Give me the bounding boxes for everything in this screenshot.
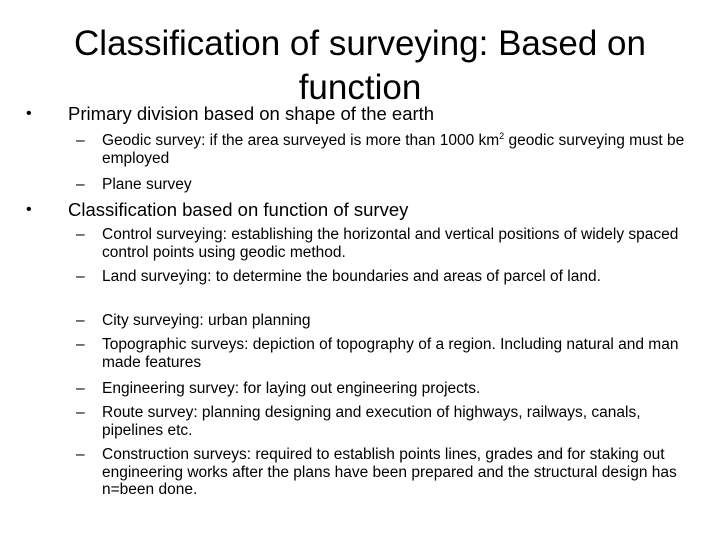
bullet-text: Classification based on function of survey [68, 199, 409, 220]
sub-item-text: Plane survey [102, 176, 192, 193]
sub-item-text: Topographic surveys: depiction of topography of a region. Including natural and man made features [102, 336, 679, 371]
sub-item-construction-surveys [76, 446, 700, 499]
sub-item-text [102, 132, 700, 167]
sub-item-text: Route survey: planning designing and execution of highways, railways, canals, pipelines etc. [102, 404, 641, 439]
slide-title: Classification of surveying: Based on function [74, 24, 646, 107]
superscript-two: 2 [499, 131, 505, 141]
sub-item-control-surveying [76, 226, 700, 261]
dash-icon: – [76, 176, 85, 193]
sub-item-land-surveying [76, 268, 700, 286]
dash-icon: – [76, 268, 85, 285]
sub-item-text: Construction surveys: required to establish points lines, grades and for staking out engineering works after the plans have been prepared and the structural design has n=been done. [102, 446, 677, 498]
dash-icon: – [76, 132, 85, 149]
sub-item-route-survey [76, 404, 700, 439]
sub-item-text: Land surveying: to determine the boundaries and areas of parcel of land. [102, 268, 601, 285]
sub-item-engineering-survey [76, 380, 700, 398]
bullet-primary-division [26, 104, 706, 124]
sub-item-city-surveying [76, 312, 700, 330]
sub-item-plane-survey [76, 176, 700, 194]
bullet-function-classification [26, 200, 706, 220]
geodic-text-end: geodic surveying must be employed [102, 132, 685, 167]
sub-item-text: Engineering survey: for laying out engineering projects. [102, 380, 481, 397]
dash-icon: – [76, 226, 85, 243]
dash-icon: – [76, 312, 85, 329]
sub-item-text: City surveying: urban planning [102, 312, 311, 329]
dash-icon: – [76, 404, 85, 421]
dash-icon: – [76, 380, 85, 397]
bullet-icon: • [26, 201, 32, 218]
sub-item-text: Control surveying: establishing the horizontal and vertical positions of widely spaced control points using geodic method. [102, 226, 679, 261]
sub-item-topographic-surveys [76, 336, 700, 371]
sub-item-geodic-survey [76, 132, 700, 167]
geodic-text-start: Geodic survey: if the area surveyed is more than 1000 km [102, 132, 500, 149]
dash-icon: – [76, 446, 85, 463]
bullet-icon: • [26, 105, 32, 122]
bullet-text: Primary division based on shape of the earth [68, 103, 435, 124]
dash-icon: – [76, 336, 85, 353]
